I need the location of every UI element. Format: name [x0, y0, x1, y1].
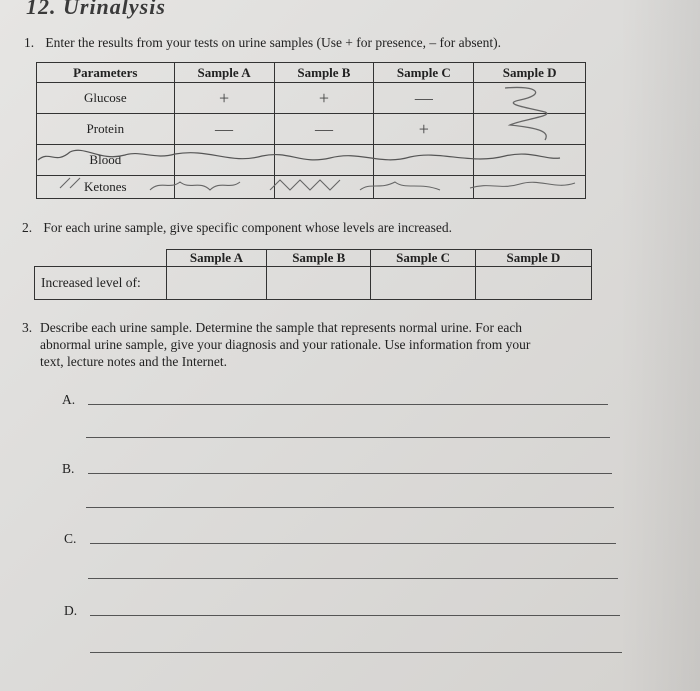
page-title: 12. Urinalysis — [26, 0, 166, 19]
increased-cell-b[interactable] — [267, 267, 371, 300]
table-row — [37, 83, 586, 114]
param-blood: Blood — [37, 145, 175, 176]
cell-ketones-b[interactable] — [274, 176, 374, 199]
cell-glucose-d[interactable] — [474, 83, 586, 114]
increased-cell-a[interactable] — [166, 267, 266, 300]
cell-protein-c[interactable]: + — [374, 114, 474, 145]
answer-line-c-1[interactable] — [90, 543, 616, 544]
results-table-header — [37, 63, 586, 83]
answer-line-d-2[interactable] — [90, 652, 622, 653]
param-glucose: Glucose — [37, 83, 175, 114]
header-blank — [35, 250, 167, 267]
header-sample-c: Sample C — [374, 63, 474, 83]
increased-table-header — [35, 250, 592, 267]
question-2 — [22, 219, 452, 236]
param-protein: Protein — [37, 114, 175, 145]
table-row — [37, 145, 586, 176]
page-shadow — [620, 0, 700, 691]
header-sample-d: Sample D — [475, 250, 591, 267]
question-3 — [22, 319, 530, 370]
results-table — [36, 62, 586, 199]
header-sample-d: Sample D — [474, 63, 586, 83]
question-3-line-2: abnormal urine sample, give your diagnosis and your rationale. Use information from your — [40, 337, 531, 352]
cell-glucose-b[interactable]: + — [274, 83, 374, 114]
question-1-number: 1. — [24, 35, 35, 50]
cell-blood-b[interactable] — [274, 145, 374, 176]
header-sample-a: Sample A — [174, 63, 274, 83]
increased-cell-c[interactable] — [371, 267, 475, 300]
answer-line-d-1[interactable] — [90, 615, 620, 616]
header-sample-b: Sample B — [274, 63, 374, 83]
increased-cell-d[interactable] — [475, 267, 591, 300]
question-3-line-1: Describe each urine sample. Determine the sample that represents normal urine. For each — [40, 320, 523, 335]
cell-blood-d[interactable] — [474, 145, 586, 176]
answer-line-b-1[interactable] — [88, 473, 612, 474]
cell-ketones-c[interactable] — [374, 176, 474, 199]
answer-label-b: B. — [62, 461, 75, 476]
table-row — [37, 114, 586, 145]
answer-line-b-2[interactable] — [86, 507, 614, 508]
table-row — [35, 267, 592, 300]
question-3-number: 3. — [22, 320, 33, 335]
header-sample-b: Sample B — [267, 250, 371, 267]
increased-levels-table — [34, 249, 592, 300]
cell-glucose-c[interactable]: — — [374, 83, 474, 114]
cell-blood-c[interactable] — [374, 145, 474, 176]
answer-line-a-2[interactable] — [86, 437, 610, 438]
answer-line-c-2[interactable] — [88, 578, 618, 579]
answer-label-c: C. — [64, 531, 77, 546]
question-2-number: 2. — [22, 220, 33, 235]
header-sample-c: Sample C — [371, 250, 475, 267]
cell-protein-d[interactable] — [474, 114, 586, 145]
param-ketones: Ketones — [37, 176, 175, 199]
question-2-text: For each urine sample, give specific component whose levels are increased. — [43, 220, 452, 235]
answer-label-a: A. — [62, 392, 76, 407]
question-1-text: Enter the results from your tests on urine samples (Use + for presence, – for absent). — [45, 35, 501, 50]
header-parameters: Parameters — [37, 63, 175, 83]
cell-protein-b[interactable]: — — [274, 114, 374, 145]
increased-level-label: Increased level of: — [35, 267, 167, 300]
cell-glucose-a[interactable]: + — [174, 83, 274, 114]
cell-protein-a[interactable]: — — [174, 114, 274, 145]
cell-blood-a[interactable] — [174, 145, 274, 176]
cell-ketones-a[interactable] — [174, 176, 274, 199]
question-1 — [24, 34, 501, 51]
cell-ketones-d[interactable] — [474, 176, 586, 199]
question-3-line-3: text, lecture notes and the Internet. — [40, 354, 228, 369]
header-sample-a: Sample A — [166, 250, 266, 267]
table-row — [37, 176, 586, 199]
answer-line-a-1[interactable] — [88, 404, 608, 405]
answer-label-d: D. — [64, 603, 78, 618]
